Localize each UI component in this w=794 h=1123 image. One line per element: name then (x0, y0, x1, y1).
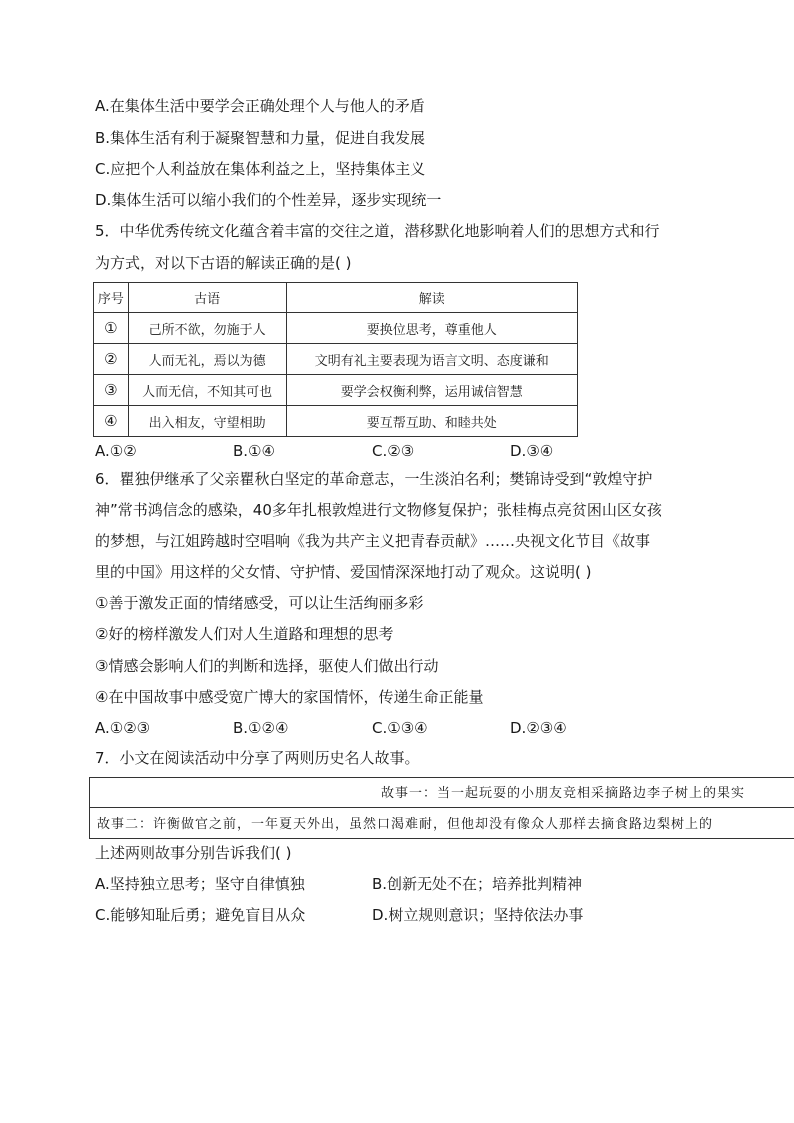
q5-stem-line1: 5．中华优秀传统文化蕴含着丰富的交往之道，潜移默化地影响着人们的思想方式和行 (95, 222, 660, 240)
table-cell-index: ③ (94, 375, 129, 406)
q5-option-d[interactable]: D.③④ (510, 442, 554, 460)
table-header: 序号 (94, 283, 129, 313)
q6-stem-line4: 里的中国》用这样的父女情、守护情、爱国情深深地打动了观众。这说明( ) (95, 563, 592, 581)
table-cell-interpretation: 要互帮互助、和睦共处 (286, 406, 577, 437)
q7-options-row1 (95, 874, 582, 894)
q5-proverb-table (93, 282, 578, 437)
q4-option-d: D.集体生活可以缩小我们的个性差异，逐步实现统一 (95, 191, 442, 209)
q6-statement-1: ①善于激发正面的情绪感受，可以让生活绚丽多彩 (95, 594, 424, 612)
q5-option-a[interactable]: A.①② (95, 442, 137, 460)
q7-option-c[interactable]: C.能够知耻后勇；避免盲目从众 (95, 906, 306, 924)
table-cell-index: ② (94, 344, 129, 375)
q7-option-a[interactable]: A.坚持独立思考；坚守自律慎独 (95, 875, 305, 893)
table-cell-proverb: 出入相友，守望相助 (128, 406, 286, 437)
table-cell-proverb: 人而无礼，焉以为德 (128, 344, 286, 375)
table-cell-interpretation: 要换位思考，尊重他人 (286, 313, 577, 344)
q4-option-a: A.在集体生活中要学会正确处理个人与他人的矛盾 (95, 97, 425, 115)
q6-option-a[interactable]: A.①②③ (95, 719, 151, 737)
table-cell-interpretation: 要学会权衡利弊，运用诚信智慧 (286, 375, 577, 406)
q7-story-2: 故事二：许衡做官之前，一年夏天外出，虽然口渴难耐，但他却没有像众人那样去摘食路边梨树上的 (97, 817, 714, 832)
q5-option-b[interactable]: B.①④ (233, 442, 275, 460)
q7-option-d[interactable]: D.树立规则意识；坚持依法办事 (372, 906, 584, 924)
q4-option-c: C.应把个人利益放在集体利益之上，坚持集体主义 (95, 160, 426, 178)
table-row (94, 406, 578, 437)
story-divider (90, 807, 794, 808)
q6-option-b[interactable]: B.①②④ (233, 719, 289, 737)
q5-stem-line2: 为方式，对以下古语的解读正确的是( ) (95, 254, 352, 272)
q6-stem-line3: 的梦想，与江姐跨越时空唱响《我为共产主义把青春贡献》……央视文化节目《故事 (95, 532, 651, 550)
q7-options-row2 (95, 905, 583, 925)
table-cell-proverb: 己所不欲，勿施于人 (128, 313, 286, 344)
q4-option-b: B.集体生活有利于凝聚智慧和力量，促进自我发展 (95, 129, 426, 147)
q7-story-box (89, 777, 794, 839)
table-cell-proverb: 人而无信，不知其可也 (128, 375, 286, 406)
q7-question: 上述两则故事分别告诉我们( ) (95, 844, 292, 862)
table-cell-interpretation: 文明有礼主要表现为语言文明、态度谦和 (286, 344, 577, 375)
q6-option-d[interactable]: D.②③④ (510, 719, 567, 737)
table-header: 解读 (286, 283, 577, 313)
table-cell-index: ④ (94, 406, 129, 437)
table-cell-index: ① (94, 313, 129, 344)
q7-story-1: 故事一：当一起玩耍的小朋友竞相采摘路边李子树上的果实 (381, 786, 746, 801)
table-row (94, 313, 578, 344)
table-header-row (94, 283, 578, 313)
q6-statement-2: ②好的榜样激发人们对人生道路和理想的思考 (95, 625, 394, 643)
q7-option-b[interactable]: B.创新无处不在；培养批判精神 (372, 875, 583, 893)
table-row (94, 375, 578, 406)
q6-stem-line1: 6．瞿独伊继承了父亲瞿秋白坚定的革命意志，一生淡泊名利；樊锦诗受到“敦煌守护 (95, 470, 653, 488)
q6-stem-line2: 神”常书鸿信念的感染，40多年扎根敦煌进行文物修复保护；张桂梅点亮贫困山区女孩 (95, 501, 662, 519)
q5-option-c[interactable]: C.②③ (372, 442, 415, 460)
q6-statement-3: ③情感会影响人们的判断和选择，驱使人们做出行动 (95, 657, 439, 675)
q6-statement-4: ④在中国故事中感受宽广博大的家国情怀，传递生命正能量 (95, 688, 484, 706)
q7-stem: 7．小文在阅读活动中分享了两则历史名人故事。 (95, 749, 420, 767)
table-header: 古语 (128, 283, 286, 313)
q6-option-c[interactable]: C.①③④ (372, 719, 428, 737)
q6-options (95, 718, 567, 738)
table-row (94, 344, 578, 375)
q5-options (95, 441, 553, 461)
